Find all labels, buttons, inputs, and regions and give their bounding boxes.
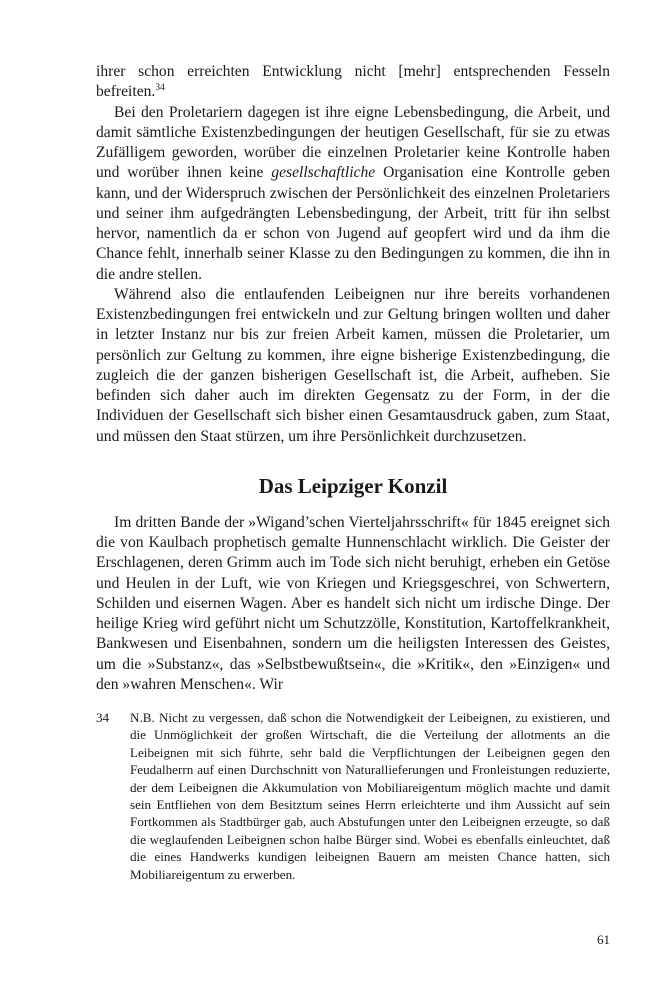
page-number: 61 <box>597 932 610 947</box>
paragraph-serfs: Während also die entlaufenden Leibeignen nur ihre bereits vorhandenen Existenzbedingungen frei entwickeln und zur Geltung bringen wollten und daher in letzter Instanz nur bis zur freien Arbeit kamen, müssen die Proletarier, um persönlich zur Geltung zu kommen, ihre eigne bisherige Existenzbedingung, die zugleich die der ganzen bisherigen Gesellschaft ist, die Arbeit, aufheben. Sie befinden sich daher auch im direkten Gegensatz zu der Form, in der die Individuen der Gesellschaft sich bisher einen Gesamtausdruck gaben, zum Staat, und müssen den Staat stürzen, um ihre Persönlichkeit durchzusetzen. <box>96 285 610 445</box>
intro-paragraph <box>96 62 610 103</box>
section-title: Das Leipziger Konzil <box>258 473 448 498</box>
footnote-34 <box>96 709 610 883</box>
footnote-number: 34 <box>96 710 110 725</box>
footnote-reference[interactable]: 34 <box>155 83 165 94</box>
paragraph-proletarians <box>96 103 610 285</box>
section-body <box>96 513 610 695</box>
intro-paragraph-text: ihrer schon erreichten Entwicklung nicht [mehr] entsprechenden Fesseln befreiten. <box>96 63 610 101</box>
page-content <box>96 62 610 883</box>
paragraph-proletarians-part1: Bei den Proletariern dagegen ist ihre eigne Lebensbedingung, die Arbeit, und damit sämtliche Existenzbedingungen der heutigen Gesellschaft, für sie zu etwas Zufälligem geworden, worüber die einzelnen Proletarier keine Kontrolle haben und worüber ihnen keine <box>96 103 610 182</box>
footnotes <box>96 709 610 883</box>
paragraph-konzil: Im dritten Bande der »Wigand’schen Vierteljahrsschrift« für 1845 ereignet sich die von Kaulbach prophetisch gemalte Hunnenschlacht wirklich. Die Geister der Erschlagenen, deren Grimm auch im Tode sich nicht beruhigt, erheben ein Getöse und Heulen in der Luft, wie von Kriegen und Kriegsgeschrei, von Schwertern, Schilden und eisernen Wagen. Aber es handelt sich nicht um irdische Dinge. Der heilige Krieg wird geführt nicht um Schutzzölle, Konstitution, Kartoffelkrankheit, Bankwesen und Eisenbahnen, sondern um die heiligsten Interessen des Geistes, um die »Substanz«, das »Selbstbewußtsein«, die »Kritik«, den »Einzigen« und den »wahren Menschen«. Wir <box>96 513 610 693</box>
emphasis-gesellschaftliche: gesellschaftliche <box>271 164 376 182</box>
paragraph-proletarians-part2: Organisation eine Kontrolle geben kann, und der Widerspruch zwischen der Persönlichkeit des einzelnen Proletariers und seiner ihm aufgedrängten Lebensbedingung, der Arbeit, tritt für ihn selbst hervor, namentlich da er schon von Jugend auf geopfert wird und da ihm die Chance fehlt, innerhalb seiner Klasse zu den Bedingungen zu kommen, die ihn in die andre stellen. <box>96 164 610 283</box>
footnote-text: N.B. Nicht zu vergessen, daß schon die Notwendigkeit der Leibeignen, zu existieren, und die Unmöglichkeit der großen Wirtschaft, die die Verteilung der allotments an die Leibeignen mit sich führte, sehr bald die Verpflichtungen der Leibeignen gegen den Feudalherrn auf einen Durchschnitt von Naturallieferungen und Fronleistungen reduzierte, der dem Leibeignen die Akkumulation von Mobiliareigentum möglich machte und damit sein Entfliehen von dem Besitztum seines Herrn erleichterte und ihm Aussicht auf sein Fortkommen als Stadtbürger gab, auch Abstufungen unter den Leibeignen erzeugte, so daß die weglaufenden Leibeignen schon halbe Bürger sind. Wobei es ebenfalls einleuchtet, daß die eines Handwerks kundigen leibeignen Bauern am meisten Chance hatten, sich Mobiliareigentum zu erwerben. <box>130 710 610 882</box>
body-text <box>96 62 610 447</box>
